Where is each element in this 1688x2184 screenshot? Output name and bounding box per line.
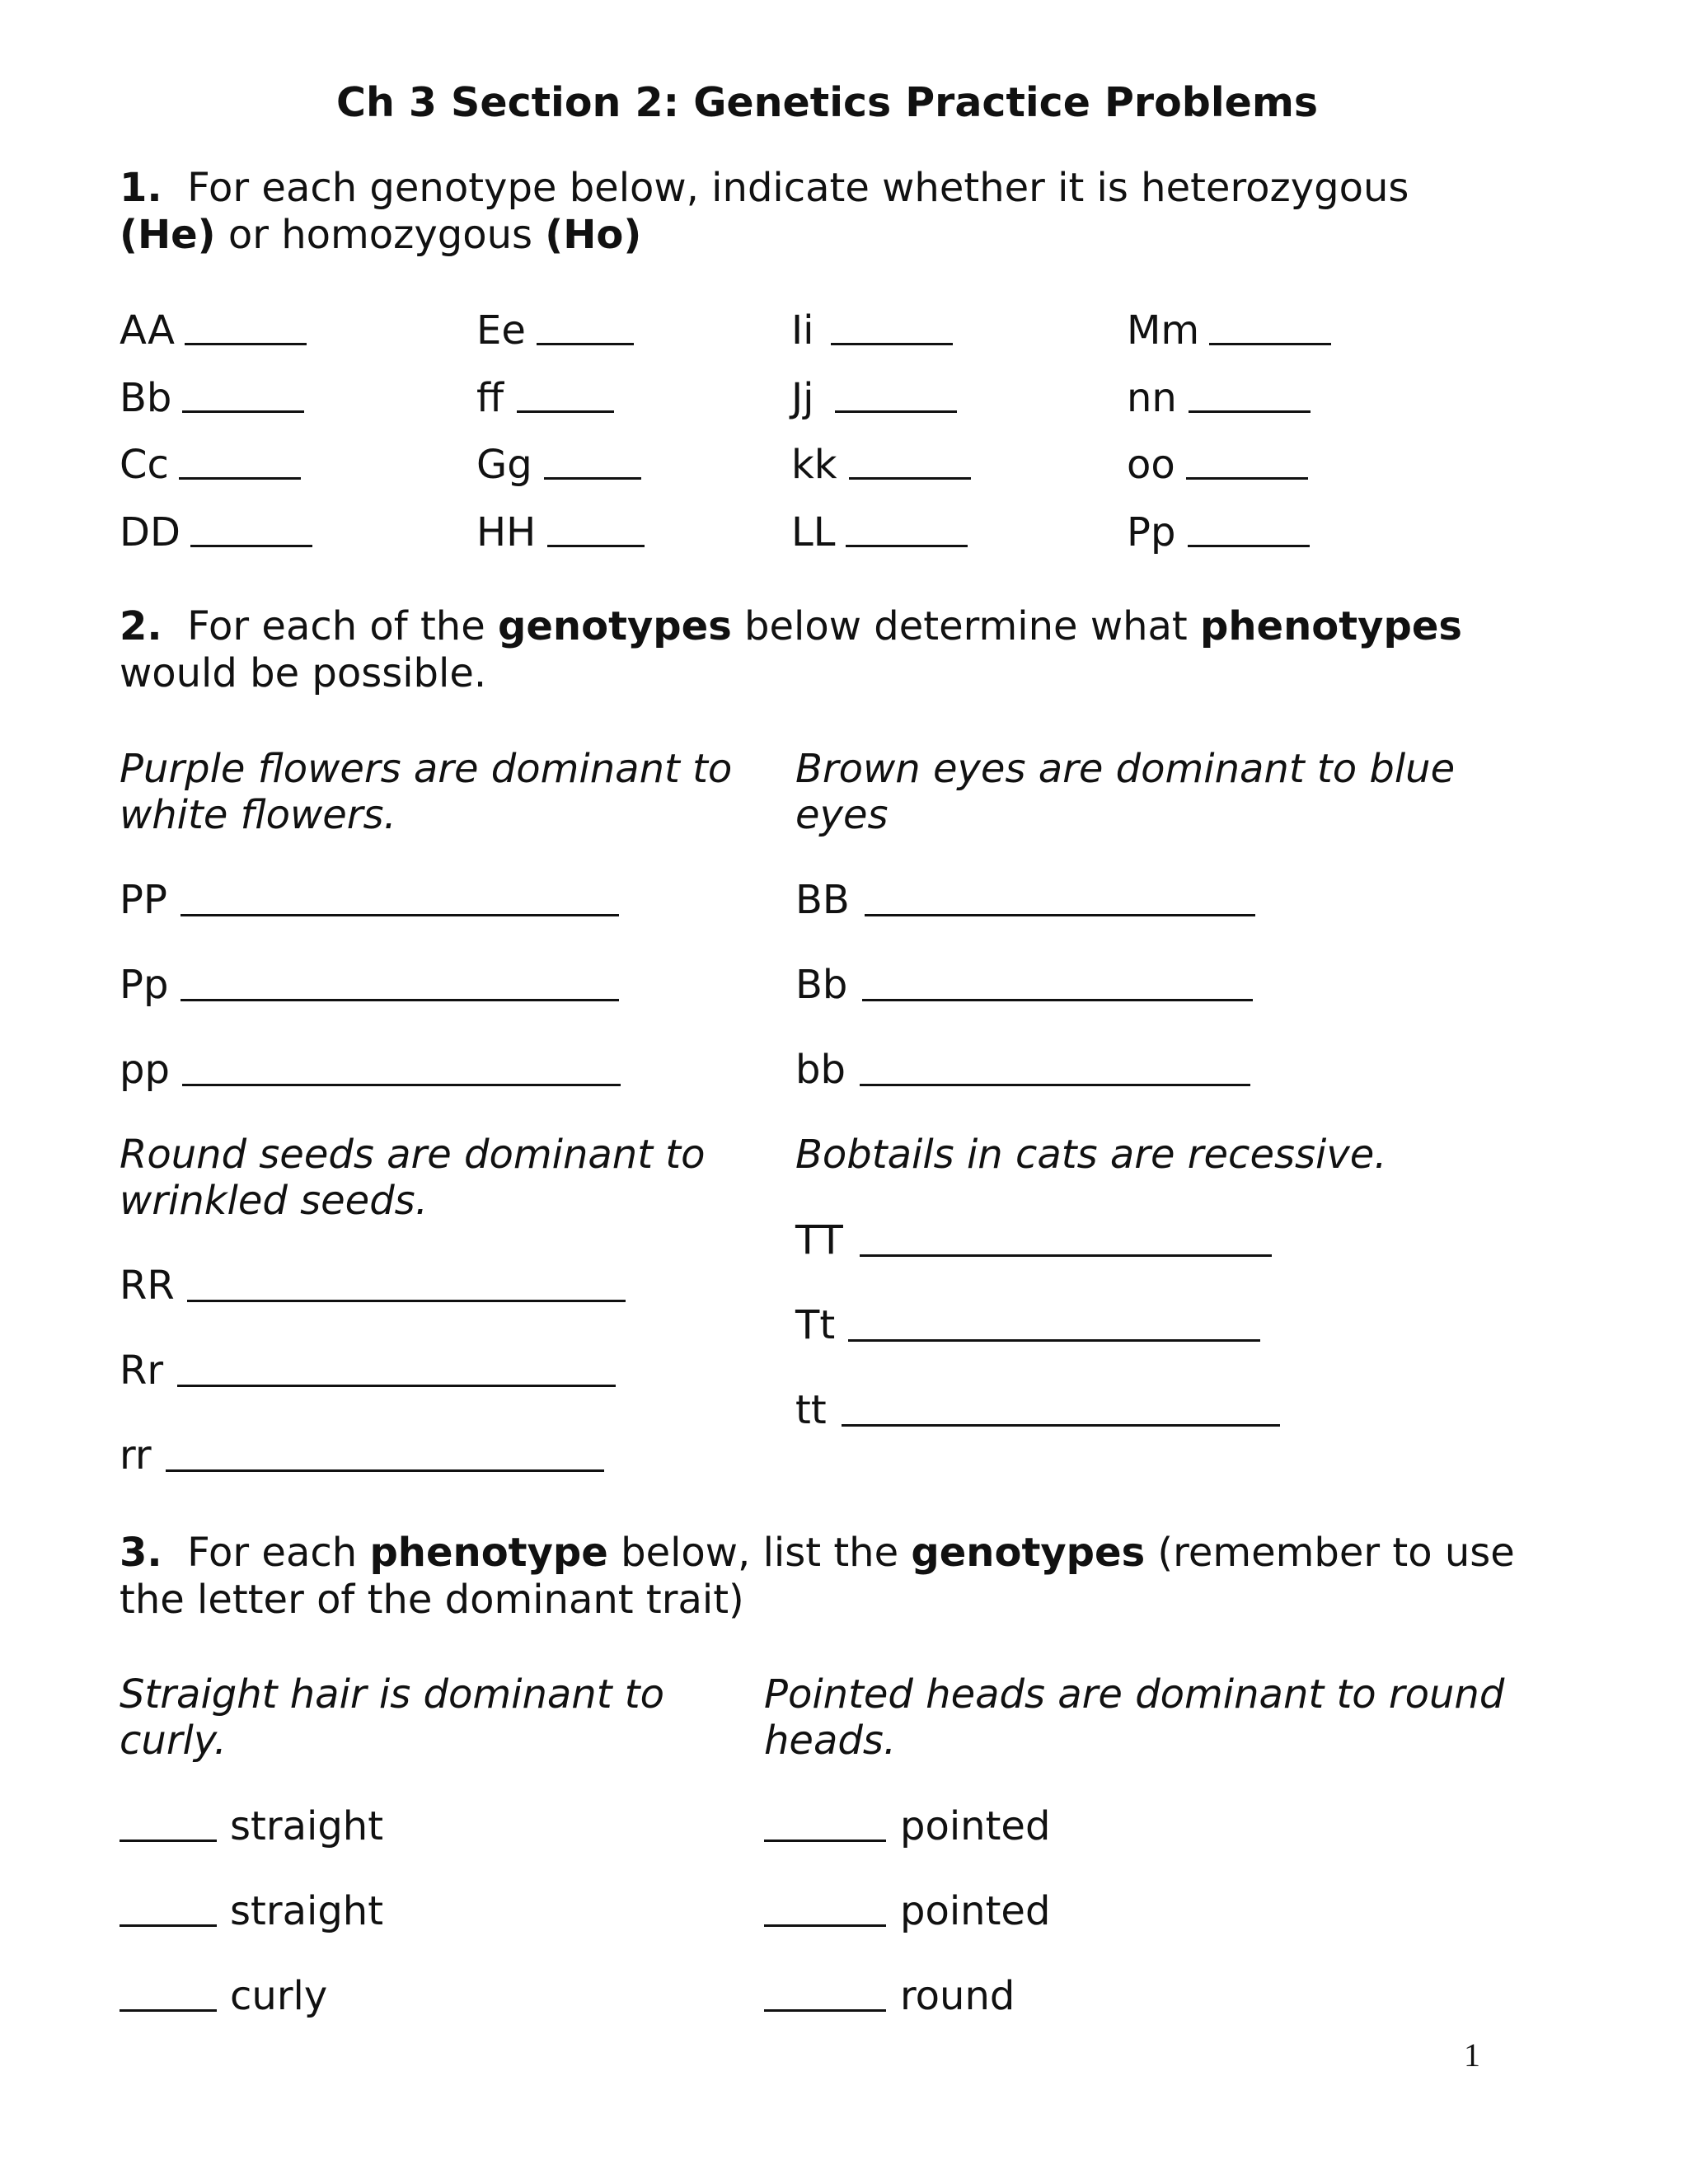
q2-genotype: Tt (795, 1302, 836, 1348)
q1-genotype: LL (791, 509, 836, 555)
q1-genotype: Bb (120, 375, 172, 421)
q1-answer-blank[interactable] (544, 477, 641, 480)
q2-genotype: Rr (120, 1347, 164, 1394)
q2-genotype: pp (120, 1047, 170, 1093)
q3-prompt-text: (remember to use (1157, 1530, 1515, 1576)
q3-answer-blank[interactable] (120, 1924, 217, 1927)
q3-trait-statement: curly. (120, 1718, 227, 1764)
q1-answer-blank[interactable] (182, 410, 304, 413)
q3-genotypes-word: genotypes (911, 1530, 1146, 1576)
q1-answer-blank[interactable] (185, 343, 307, 345)
q1-answer-blank[interactable] (1189, 410, 1311, 413)
q1-answer-blank[interactable] (517, 410, 614, 413)
q3-phenotype: pointed (900, 1803, 1051, 1849)
q2-answer-blank[interactable] (860, 1254, 1272, 1257)
q2-prompt-text: For each of the (187, 603, 485, 649)
q3-answer-blank[interactable] (120, 2009, 217, 2012)
q1-genotype: Mm (1127, 307, 1200, 354)
q2-trait-statement: Bobtails in cats are recessive. (795, 1132, 1387, 1178)
q3-trait-statement: Pointed heads are dominant to round (764, 1671, 1505, 1718)
q1-answer-blank[interactable] (846, 545, 968, 547)
q2-answer-blank[interactable] (842, 1424, 1280, 1427)
q2-answer-blank[interactable] (862, 999, 1253, 1001)
q1-genotype: HH (476, 509, 537, 555)
q2-trait-statement: Purple flowers are dominant to (120, 746, 733, 792)
q1-answer-blank[interactable] (835, 410, 957, 413)
q1-or-text: or homozygous (227, 212, 533, 258)
q2-phenotypes-word: phenotypes (1200, 603, 1462, 649)
q1-answer-blank[interactable] (190, 545, 312, 547)
q2-trait-statement: Brown eyes are dominant to blue (795, 746, 1456, 792)
q2-genotype: Bb (795, 962, 848, 1008)
q3-phenotype: curly (230, 1973, 328, 2019)
q2-trait-statement: Round seeds are dominant to (120, 1132, 706, 1178)
q1-prompt-line1 (120, 164, 1409, 212)
q1-answer-blank[interactable] (1188, 545, 1310, 547)
q1-answer-blank[interactable] (537, 343, 634, 345)
q1-genotype: AA (120, 307, 176, 354)
q2-answer-blank[interactable] (182, 1084, 621, 1086)
q2-answer-blank[interactable] (860, 1084, 1250, 1086)
q1-prompt-text: For each genotype below, indicate whether it is heterozygous (187, 165, 1409, 211)
q3-phenotype: round (900, 1973, 1015, 2019)
q1-genotype: Pp (1127, 509, 1176, 555)
q3-number: 3. (120, 1530, 162, 1576)
q1-ho-label: (Ho) (545, 212, 642, 258)
q3-phenotype: straight (230, 1803, 384, 1849)
q3-trait-statement: Straight hair is dominant to (120, 1671, 664, 1718)
q2-answer-blank[interactable] (181, 999, 619, 1001)
q3-answer-blank[interactable] (764, 1924, 886, 1927)
q1-genotype: Gg (476, 442, 532, 488)
q3-answer-blank[interactable] (764, 2009, 886, 2012)
q1-he-label: (He) (120, 212, 216, 258)
q1-genotype: oo (1127, 442, 1175, 488)
q2-genotype: BB (795, 877, 850, 923)
q2-trait-statement: wrinkled seeds. (120, 1178, 428, 1224)
q3-prompt-line1 (120, 1529, 1515, 1577)
q3-answer-blank[interactable] (764, 1840, 886, 1842)
q2-genotypes-word: genotypes (498, 603, 732, 649)
q3-phenotype-word: phenotype (369, 1530, 608, 1576)
q1-genotype: DD (120, 509, 181, 555)
q3-answer-blank[interactable] (120, 1840, 217, 1842)
q2-genotype: rr (120, 1432, 152, 1479)
q1-answer-blank[interactable] (179, 477, 301, 480)
q2-answer-blank[interactable] (187, 1300, 626, 1302)
q1-genotype: nn (1127, 375, 1177, 421)
q1-answer-blank[interactable] (547, 545, 645, 547)
q1-genotype: Cc (120, 442, 169, 488)
q1-number: 1. (120, 165, 162, 211)
q3-trait-statement: heads. (764, 1718, 897, 1764)
q3-phenotype: pointed (900, 1888, 1051, 1934)
q2-genotype: tt (795, 1387, 827, 1433)
q1-answer-blank[interactable] (1209, 343, 1331, 345)
q2-answer-blank[interactable] (865, 914, 1255, 916)
q1-genotype: Jj (791, 375, 814, 421)
q3-prompt-text: below, list the (621, 1530, 899, 1576)
q1-genotype: Ii (791, 307, 814, 354)
page-title: Ch 3 Section 2: Genetics Practice Problems (336, 79, 1319, 126)
q2-prompt-line2: would be possible. (120, 650, 487, 696)
q1-genotype: kk (791, 442, 837, 488)
q1-answer-blank[interactable] (831, 343, 953, 345)
q2-genotype: TT (795, 1217, 843, 1263)
q2-answer-blank[interactable] (177, 1385, 616, 1387)
q1-answer-blank[interactable] (849, 477, 971, 480)
q2-answer-blank[interactable] (181, 914, 619, 916)
q1-prompt-line2 (120, 211, 641, 259)
q1-answer-blank[interactable] (1186, 477, 1308, 480)
q2-prompt-line1 (120, 602, 1462, 650)
q1-genotype: ff (476, 375, 504, 421)
q2-genotype: bb (795, 1047, 846, 1093)
q2-answer-blank[interactable] (166, 1469, 604, 1472)
q2-genotype: PP (120, 877, 167, 923)
q2-answer-blank[interactable] (848, 1339, 1260, 1342)
q2-genotype: RR (120, 1263, 175, 1309)
q3-prompt-text: For each (187, 1530, 358, 1576)
q2-trait-statement: white flowers. (120, 792, 396, 838)
q2-prompt-text: below determine what (744, 603, 1188, 649)
page-number: 1 (1464, 2036, 1480, 2074)
q3-phenotype: straight (230, 1888, 384, 1934)
q3-prompt-line2: the letter of the dominant trait) (120, 1577, 744, 1623)
q2-trait-statement: eyes (795, 792, 889, 838)
q1-genotype: Ee (476, 307, 526, 354)
q2-genotype: Pp (120, 962, 169, 1008)
q2-number: 2. (120, 603, 162, 649)
